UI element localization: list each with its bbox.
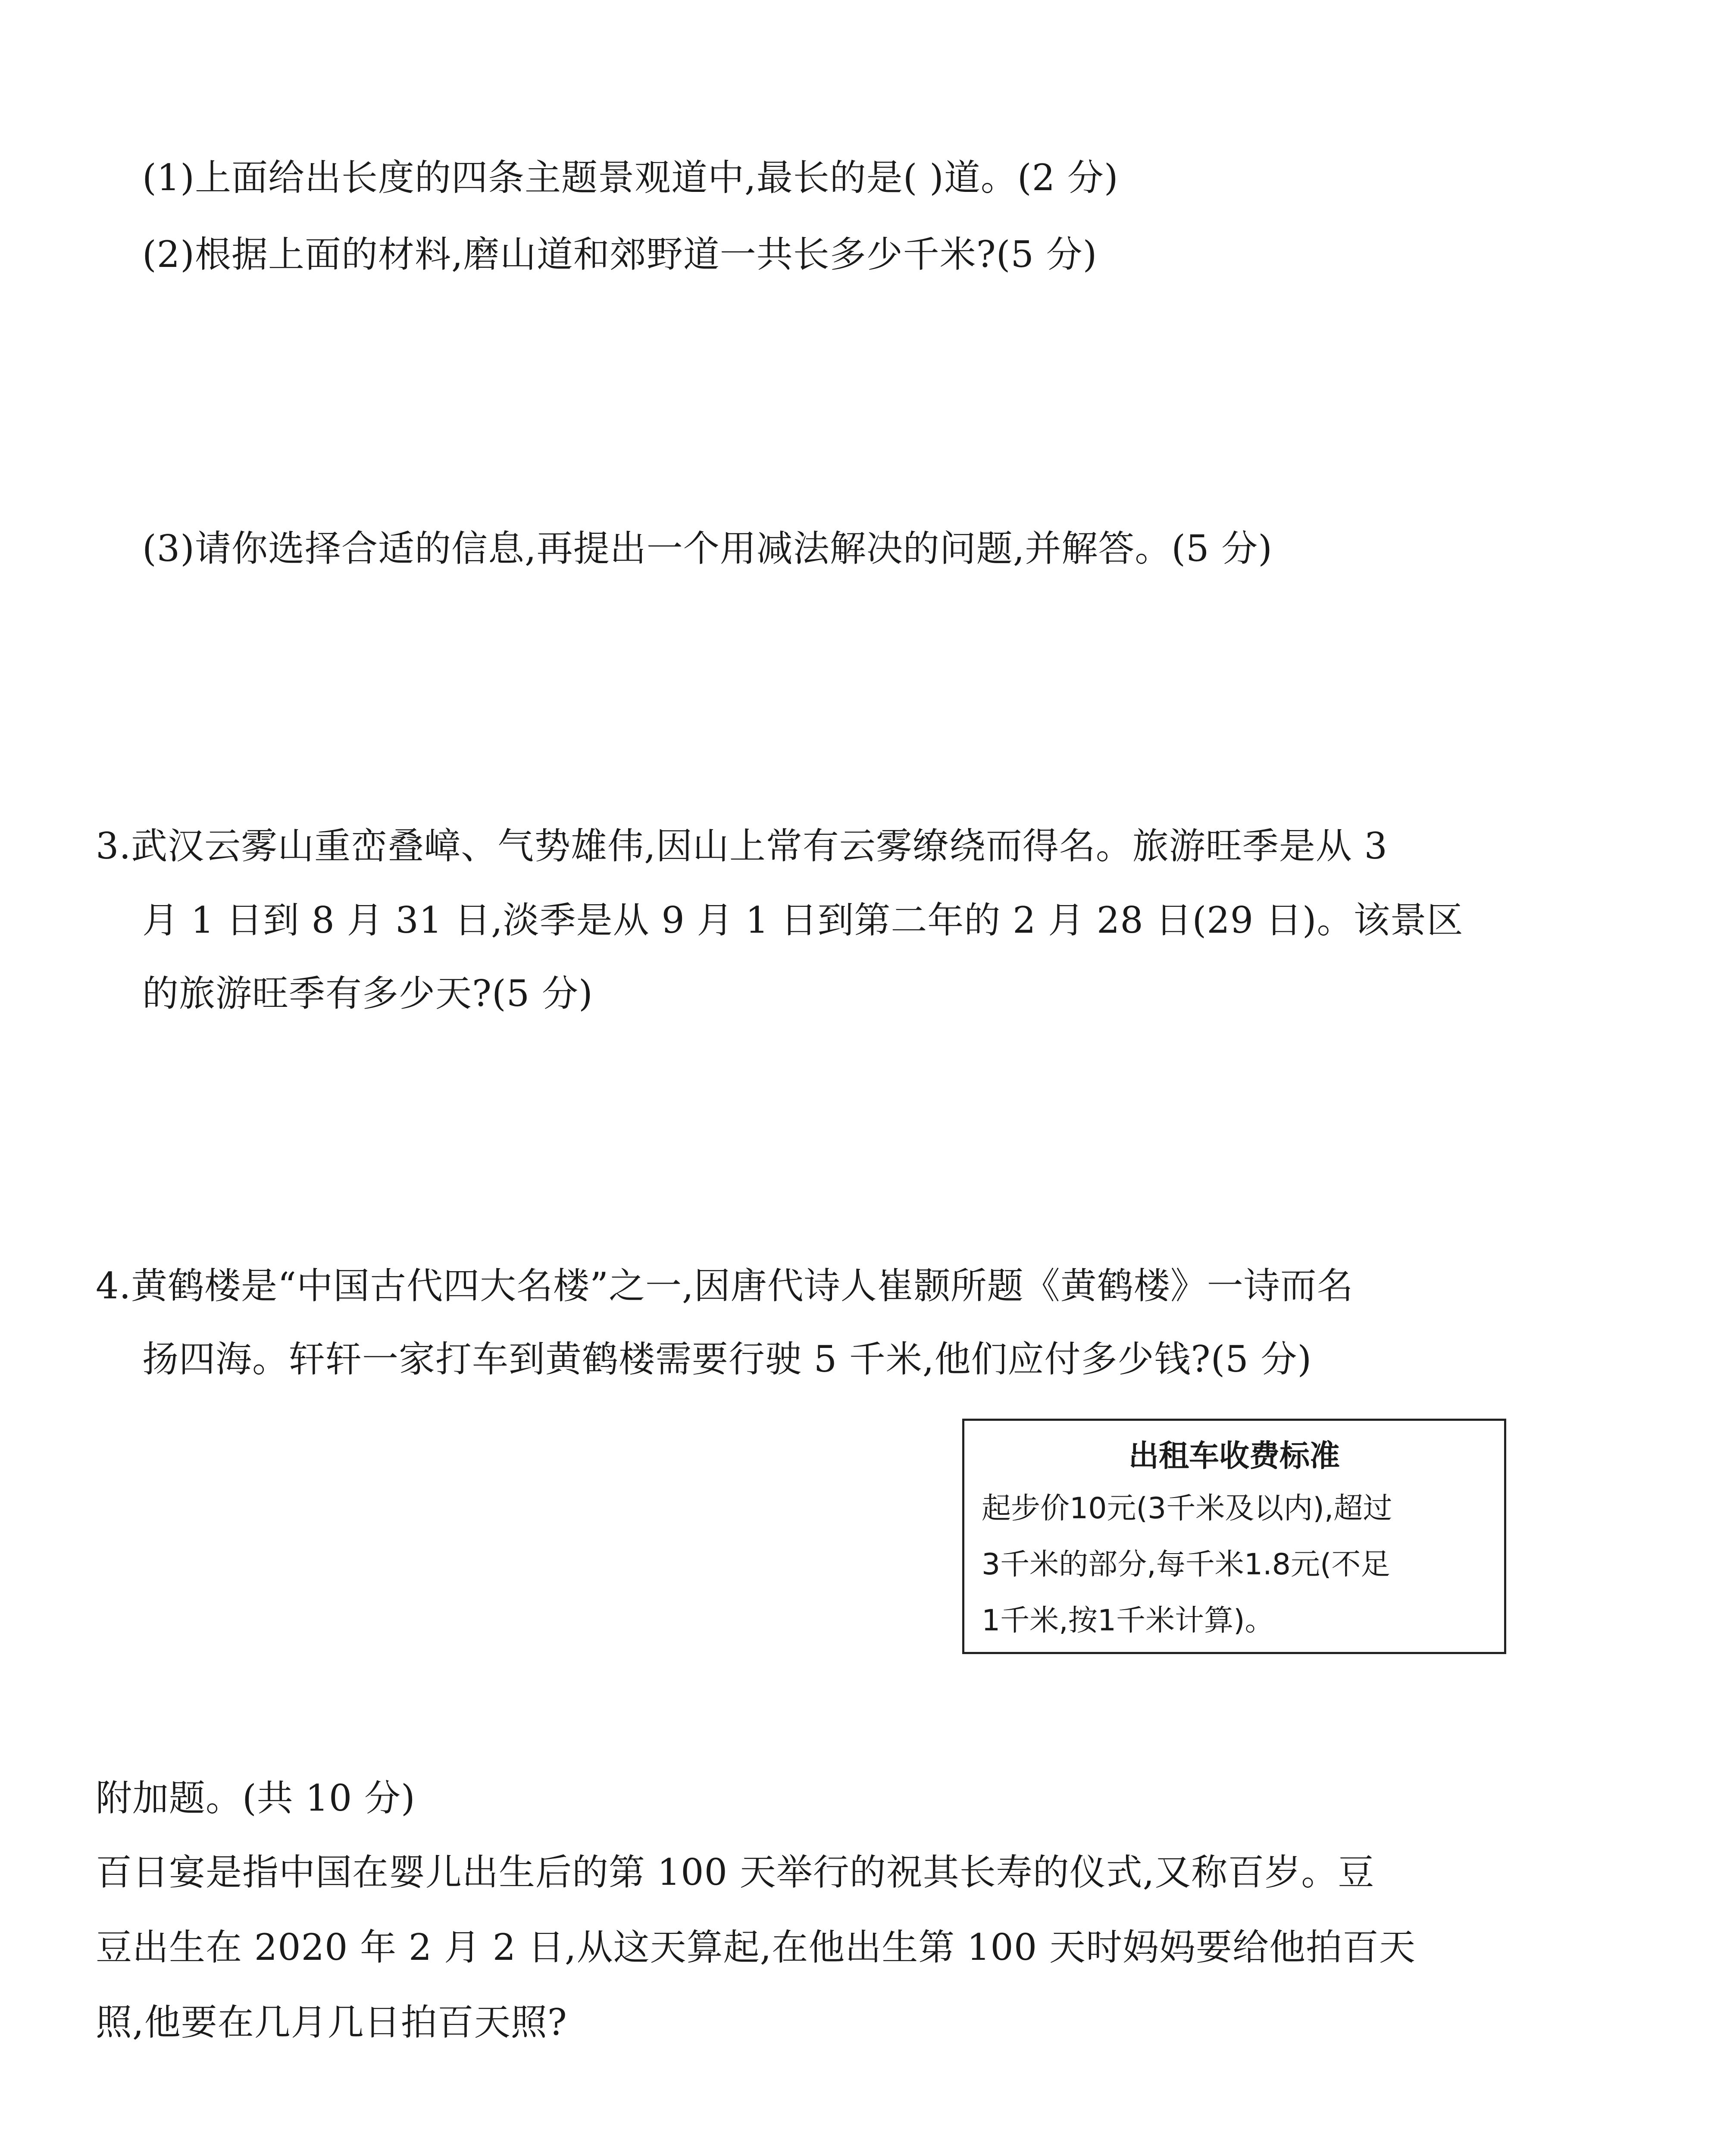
taxi-fare-box — [962, 1419, 1506, 1654]
bonus-line-2: 豆出生在 2020 年 2 月 2 日,从这天算起,在他出生第 100 天时妈妈要给他拍百天 — [96, 1926, 1416, 1968]
taxi-fare-title: 出租车收费标准 — [1129, 1438, 1340, 1473]
bonus-heading: 附加题。(共 10 分) — [96, 1777, 416, 1819]
question-2-part-3: (3)请你选择合适的信息,再提出一个用减法解决的问题,并解答。(5 分) — [142, 527, 1273, 570]
question-3-line-1: 3.武汉云雾山重峦叠嶂、气势雄伟,因山上常有云雾缭绕而得名。旅游旺季是从 3 — [96, 825, 1388, 867]
bonus-line-3: 照,他要在几月几日拍百天照? — [96, 2001, 567, 2043]
taxi-fare-line-2: 3千米的部分,每千米1.8元(不足 — [982, 1548, 1390, 1582]
bonus-line-1: 百日宴是指中国在婴儿出生后的第 100 天举行的祝其长寿的仪式,又称百岁。豆 — [96, 1851, 1375, 1893]
taxi-fare-line-1: 起步价10元(3千米及以内),超过 — [982, 1492, 1392, 1526]
question-2-part-1: (1)上面给出长度的四条主题景观道中,最长的是( )道。(2 分) — [142, 157, 1119, 199]
question-3-line-3: 的旅游旺季有多少天?(5 分) — [142, 972, 593, 1015]
question-4-line-1: 4.黄鹤楼是“中国古代四大名楼”之一,因唐代诗人崔颢所题《黄鹤楼》一诗而名 — [96, 1265, 1354, 1307]
question-4-line-2: 扬四海。轩轩一家打车到黄鹤楼需要行驶 5 千米,他们应付多少钱?(5 分) — [142, 1338, 1312, 1380]
question-3-line-2: 月 1 日到 8 月 31 日,淡季是从 9 月 1 日到第二年的 2 月 28 日(29 日)。该景区 — [142, 899, 1464, 941]
taxi-fare-line-3: 1千米,按1千米计算)。 — [982, 1604, 1274, 1638]
question-2-part-2: (2)根据上面的材料,磨山道和郊野道一共长多少千米?(5 分) — [142, 233, 1098, 276]
